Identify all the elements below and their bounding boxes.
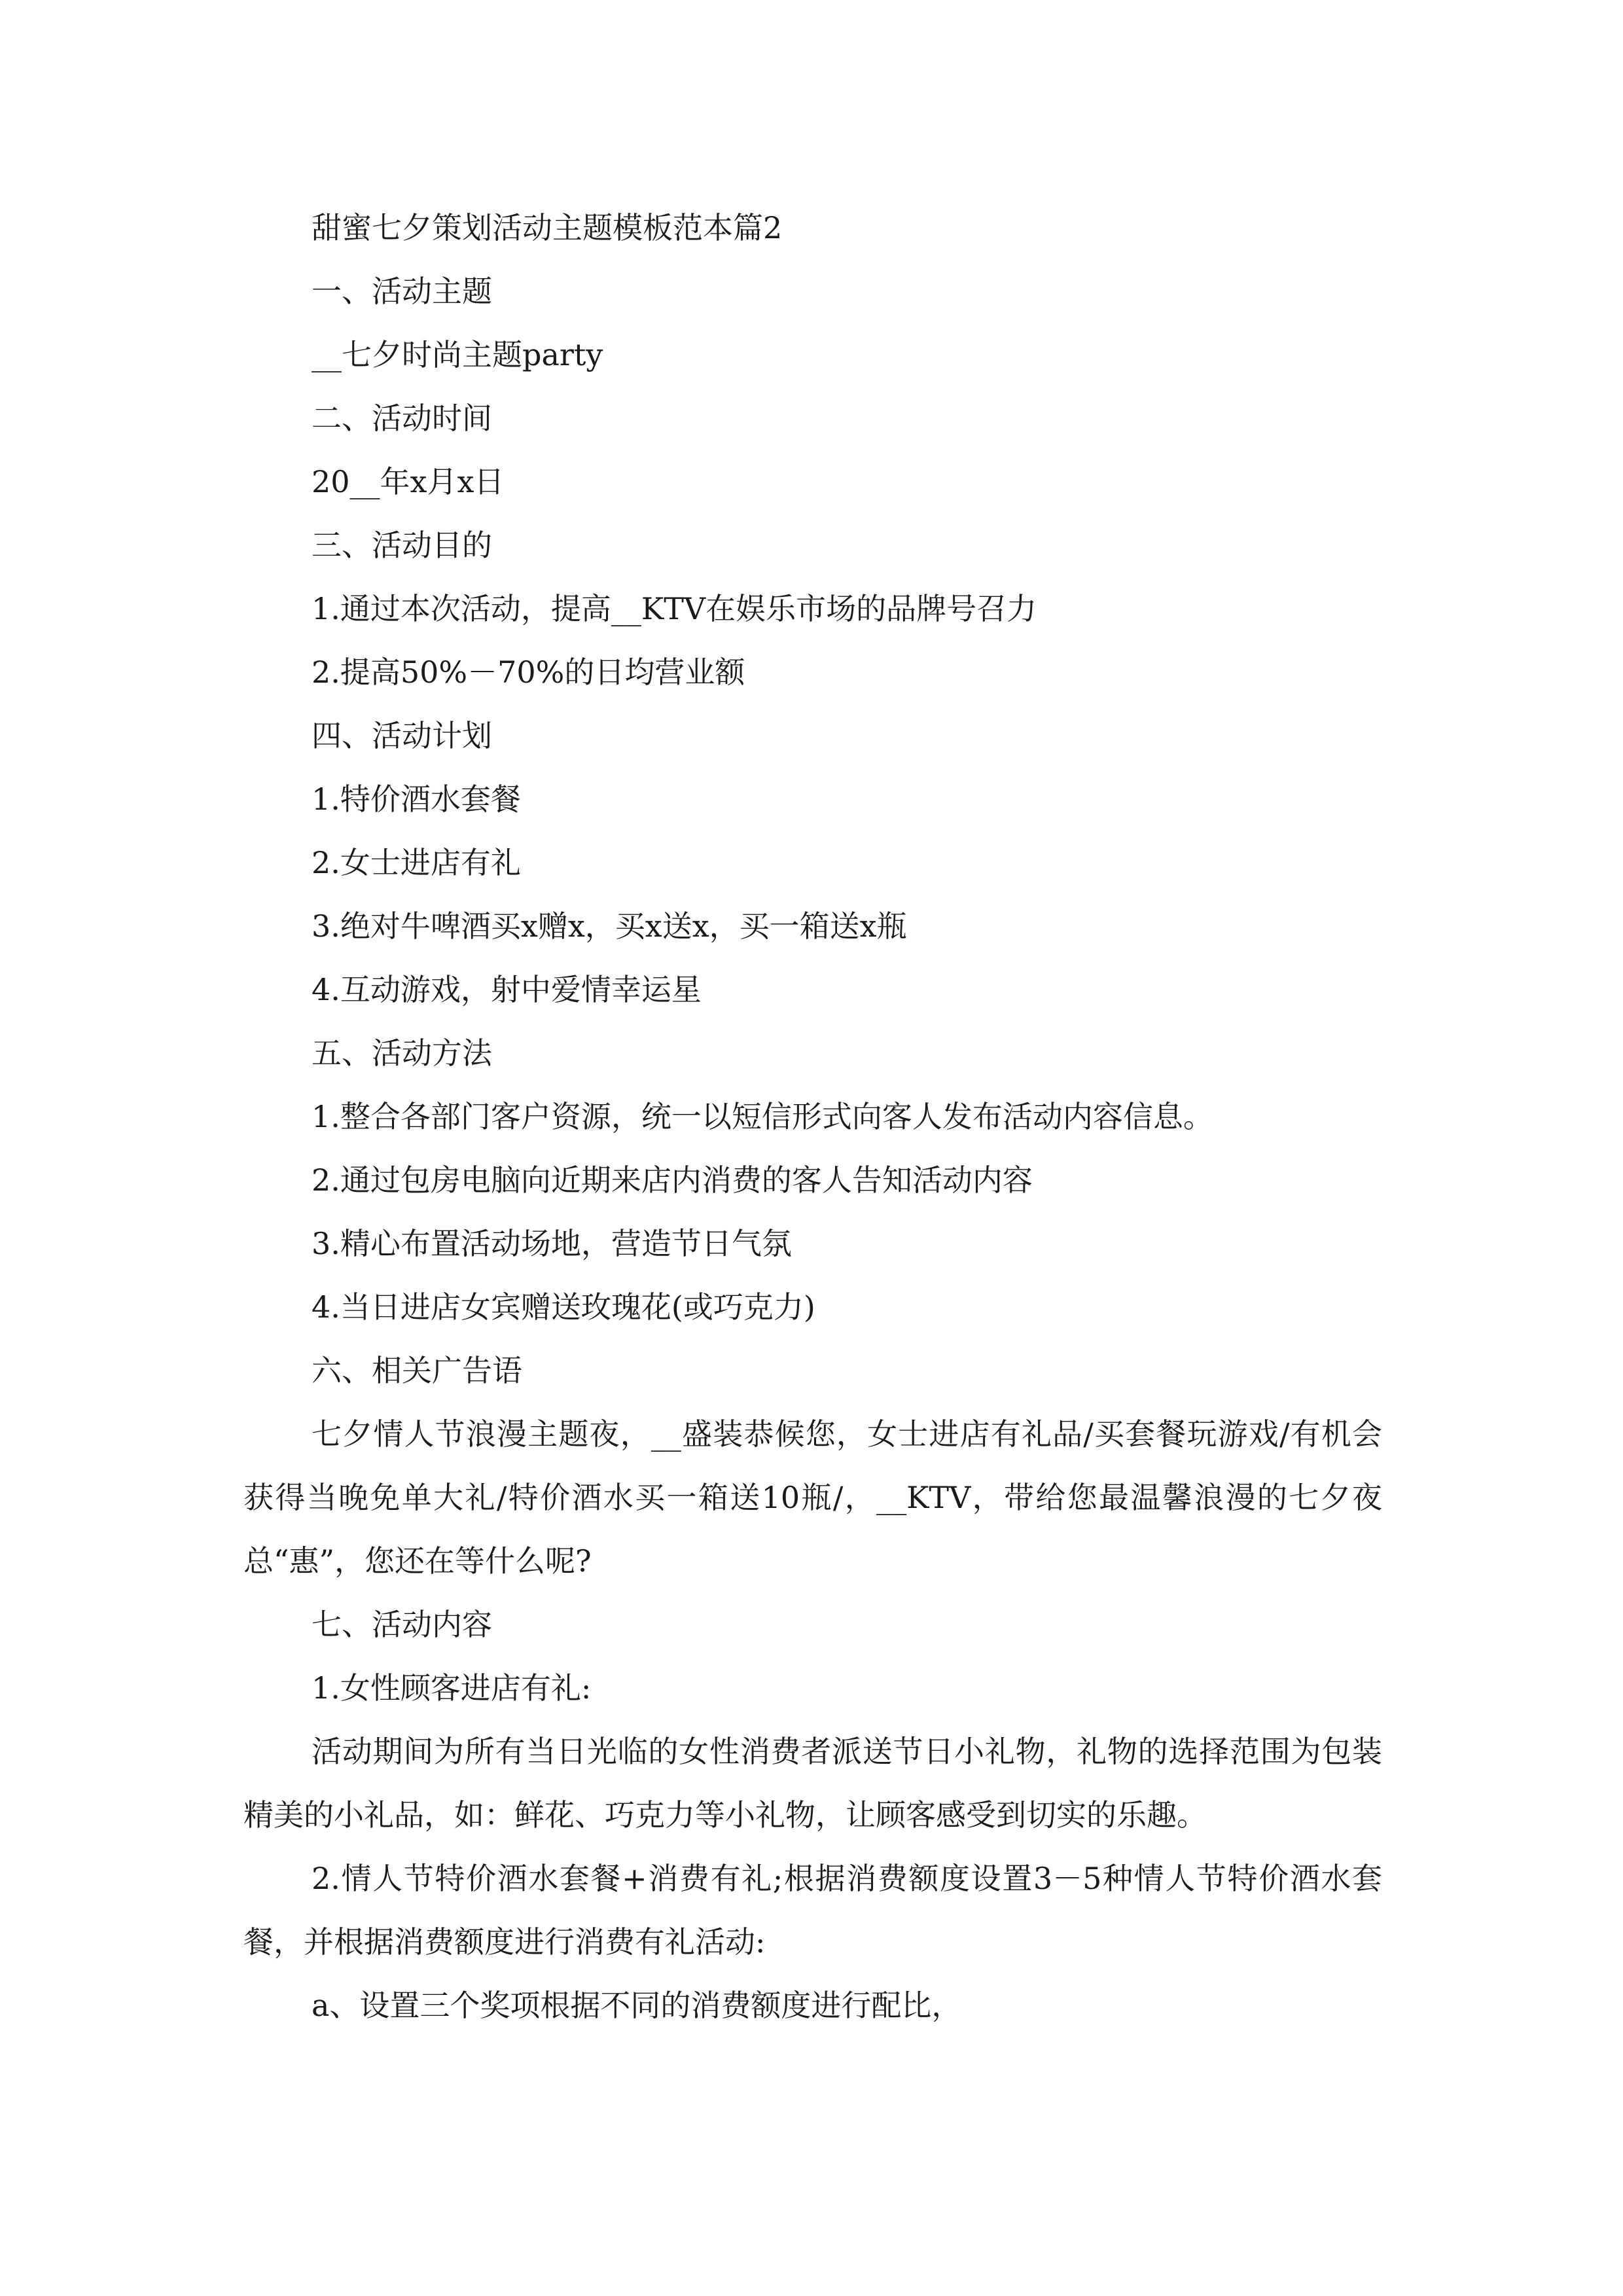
section-2-text: 20__年x月x日 [312, 464, 505, 499]
document-body [243, 196, 1382, 2037]
section-4-item-4: 4.互动游戏，射中爱情幸运星 [312, 972, 702, 1007]
award-line: a、设置三个奖项根据不同的消费额度进行配比， [312, 1988, 962, 2023]
section-5-item-4: 4.当日进店女宾赠送玫瑰花(或巧克力) [312, 1289, 815, 1325]
section-7-item-1: 1.女性顾客进店有礼: [312, 1670, 592, 1706]
section-4-item-1: 1.特价酒水套餐 [312, 781, 521, 817]
section-4-item-3: 3.绝对牛啤酒买x赠x，买x送x，买一箱送x瓶 [312, 908, 907, 944]
section-1-text: __七夕时尚主题party [312, 337, 603, 372]
section-5-heading: 五、活动方法 [312, 1035, 492, 1071]
package-paragraph: 2.情人节特价酒水套餐+消费有礼;根据消费额度设置3－5种情人节特价酒水套餐，并根据消费额度进行消费有礼活动: [243, 1861, 1382, 1960]
section-4-heading: 四、活动计划 [312, 718, 492, 753]
ad-slogan-paragraph: 七夕情人节浪漫主题夜，__盛装恭候您，女士进店有礼品/买套餐玩游戏/有机会获得当晚免单大礼/特价酒水买一箱送10瓶/，__KTV，带给您最温馨浪漫的七夕夜总“惠”，您还在等什么呢? [243, 1416, 1382, 1579]
section-5-item-3: 3.精心布置活动场地，营造节日气氛 [312, 1226, 792, 1261]
section-3-heading: 三、活动目的 [312, 528, 492, 563]
section-7-heading: 七、活动内容 [312, 1607, 492, 1642]
section-2-heading: 二、活动时间 [312, 401, 492, 436]
section-1-heading: 一、活动主题 [312, 274, 492, 309]
section-3-item-1: 1.通过本次活动，提高__KTV在娱乐市场的品牌号召力 [312, 591, 1037, 626]
section-5-item-2: 2.通过包房电脑向近期来店内消费的客人告知活动内容 [312, 1162, 1033, 1198]
document-title: 甜蜜七夕策划活动主题模板范本篇2 [312, 210, 783, 245]
gift-paragraph: 活动期间为所有当日光临的女性消费者派送节日小礼物，礼物的选择范围为包装精美的小礼品，如：鲜花、巧克力等小礼物，让顾客感受到切实的乐趣。 [243, 1734, 1382, 1833]
section-3-item-2: 2.提高50%－70%的日均营业额 [312, 655, 745, 690]
section-6-heading: 六、相关广告语 [312, 1353, 522, 1388]
section-4-item-2: 2.女士进店有礼 [312, 845, 521, 880]
section-5-item-1: 1.整合各部门客户资源，统一以短信形式向客人发布活动内容信息。 [312, 1099, 1213, 1134]
